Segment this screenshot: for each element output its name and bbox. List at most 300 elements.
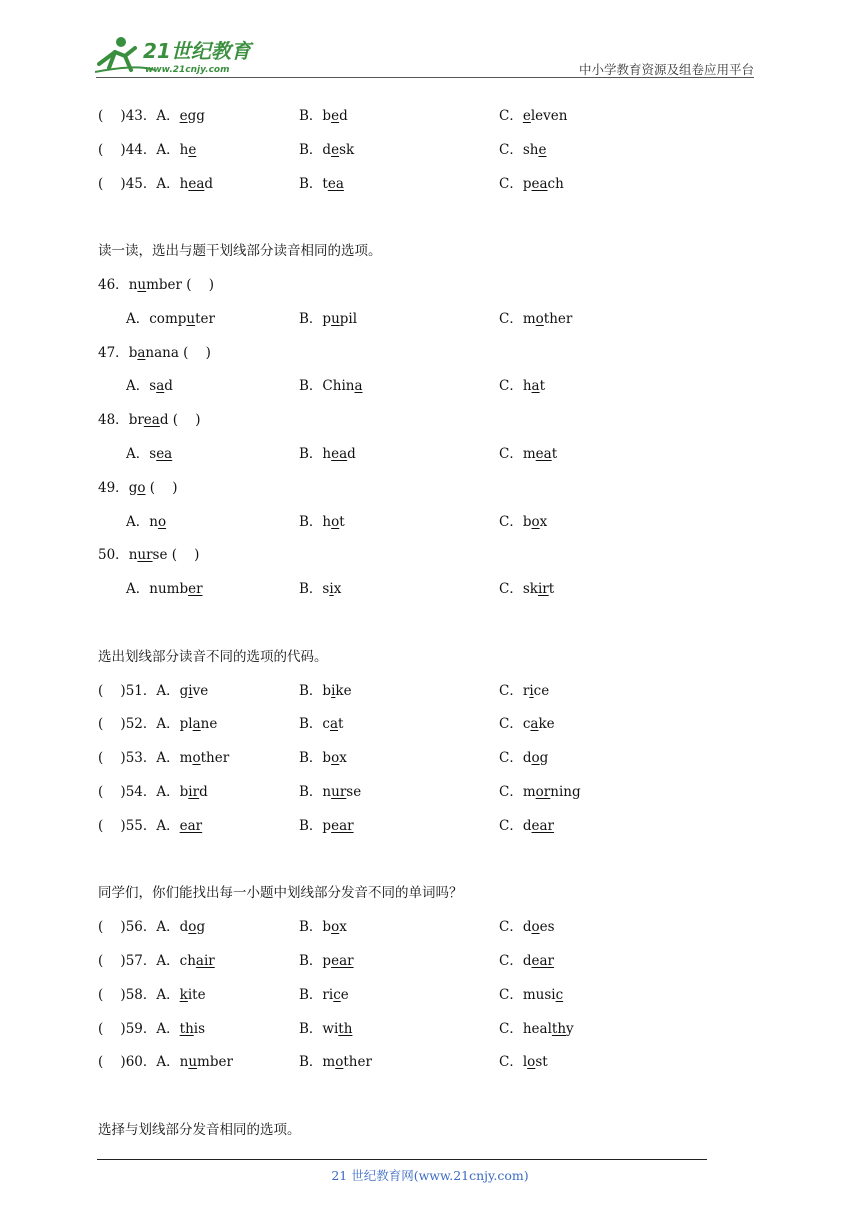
word-part: st	[535, 1054, 548, 1071]
question-row	[98, 100, 758, 134]
question-number: ( )59．A．	[98, 1020, 180, 1037]
option-a	[98, 100, 205, 134]
option-b	[299, 675, 352, 709]
word-part: b	[322, 108, 332, 124]
option-letter: C．	[499, 141, 523, 158]
underlined-part: a	[329, 716, 339, 733]
option-letter: C．	[499, 378, 523, 395]
word-part: n	[128, 547, 138, 564]
option-b	[299, 303, 357, 337]
word-part: ite	[187, 986, 206, 1003]
logo-text: 21世纪教育	[143, 39, 251, 63]
word-part: comp	[149, 310, 187, 327]
word-part: wi	[322, 1020, 339, 1037]
underlined-part: ir	[537, 581, 549, 598]
word-part: c	[522, 716, 531, 733]
option-letter: C．	[499, 716, 523, 733]
word-part: d	[204, 175, 214, 192]
section-instruction: 选择与划线部分发音相同的选项。	[98, 1121, 301, 1138]
underlined-part: o	[331, 919, 340, 936]
word-part: b	[322, 750, 332, 767]
option-a	[98, 1013, 205, 1047]
word-part: ke	[538, 716, 555, 733]
word-part: t	[539, 378, 546, 395]
option-letter: B．	[299, 682, 323, 699]
word-part: b	[522, 513, 532, 530]
option-letter: B．	[299, 986, 323, 1003]
question-row	[98, 979, 758, 1013]
question-row	[98, 168, 758, 202]
option-letter: A．	[126, 581, 150, 598]
word-part: h	[179, 141, 189, 158]
option-c	[499, 776, 581, 810]
word-part: m	[522, 783, 536, 800]
underlined-part: o	[331, 750, 340, 767]
underlined-part: a	[156, 378, 165, 395]
word-part: d	[199, 783, 208, 800]
option-a	[126, 303, 215, 337]
option-c	[499, 675, 549, 709]
question-stem	[98, 269, 758, 303]
option-letter: C．	[499, 1054, 523, 1071]
underlined-part: e	[331, 141, 340, 158]
word-part: gg	[187, 108, 205, 124]
word-part: b	[322, 919, 332, 936]
word-part: ter	[195, 310, 215, 327]
underlined-part: c	[333, 986, 341, 1003]
word-part: s	[322, 581, 330, 598]
underlined-part: e	[538, 141, 547, 158]
platform-name: 中小学教育资源及组卷应用平台	[578, 62, 754, 77]
underlined-part: ea	[535, 445, 552, 462]
underlined-part: u	[137, 276, 147, 293]
question-row	[98, 810, 758, 844]
option-a	[98, 1046, 233, 1080]
option-b	[299, 370, 363, 404]
word-part: sk	[522, 581, 538, 598]
option-letter: C．	[499, 817, 523, 834]
option-a	[126, 573, 203, 607]
option-b	[299, 168, 344, 202]
option-row	[98, 573, 758, 607]
word-part: d	[339, 108, 348, 124]
option-letter: B．	[299, 513, 323, 530]
spacer	[98, 1080, 758, 1114]
underlined-part: ir	[188, 783, 200, 800]
word-part: numb	[149, 581, 189, 598]
option-a	[98, 776, 208, 810]
underlined-part: ea	[156, 445, 173, 462]
underlined-part: ear	[531, 952, 554, 969]
underlined-part: o	[531, 750, 540, 767]
word-part: ther	[343, 1054, 372, 1071]
option-a	[98, 810, 202, 844]
underlined-part: o	[527, 1054, 536, 1071]
option-letter: C．	[499, 750, 523, 767]
question-row	[98, 708, 758, 742]
option-letter: B．	[299, 783, 323, 800]
option-a	[98, 911, 205, 945]
underlined-part: k	[179, 986, 188, 1003]
question-row	[98, 1046, 758, 1080]
option-letter: C．	[499, 1020, 523, 1037]
option-letter: B．	[299, 1020, 323, 1037]
option-a	[98, 168, 213, 202]
underlined-part: a	[354, 378, 363, 395]
option-b	[299, 134, 354, 168]
header-divider	[96, 77, 754, 78]
option-c	[499, 100, 567, 134]
word-part: se	[346, 783, 362, 800]
exercise-content	[98, 100, 758, 1148]
underlined-part: e	[179, 108, 188, 124]
word-part: d	[522, 952, 532, 969]
word-part: t	[551, 445, 558, 462]
word-part: m	[522, 310, 536, 327]
question-row	[98, 776, 758, 810]
question-stem	[98, 404, 758, 438]
word-part: g	[196, 919, 206, 936]
word-part: ce	[533, 682, 550, 699]
word-part: sk	[339, 141, 355, 158]
underlined-part: o	[157, 513, 167, 530]
word-part: ( )	[145, 479, 178, 496]
word-part: x	[539, 513, 548, 530]
option-letter: B．	[299, 310, 323, 327]
option-letter: B．	[299, 817, 323, 834]
option-c	[499, 810, 554, 844]
word-part: ri	[322, 986, 334, 1003]
word-part: n	[149, 513, 158, 530]
option-letter: C．	[499, 175, 523, 192]
option-c	[499, 168, 564, 202]
word-part: n	[128, 276, 138, 293]
underlined-part: e	[522, 108, 531, 124]
word-part: n	[322, 783, 332, 800]
question-number: ( )44．A．	[98, 141, 180, 158]
word-part: y	[566, 1020, 574, 1037]
word-part: g	[128, 479, 138, 496]
word-part: t	[548, 581, 555, 598]
underlined-part: th	[179, 1020, 194, 1037]
option-c	[499, 708, 555, 742]
section-instruction: 选出划线部分读音不同的选项的代码。	[98, 648, 328, 665]
word-part: es	[539, 919, 555, 936]
question-number: ( )53．A．	[98, 750, 180, 767]
question-number: ( )58．A．	[98, 986, 180, 1003]
word-part: x	[339, 750, 347, 767]
option-c	[499, 370, 545, 404]
question-number: ( )51．A．	[98, 682, 180, 699]
word-part: h	[522, 378, 532, 395]
word-part: Chin	[322, 378, 355, 395]
spacer	[98, 607, 758, 641]
word-part: t	[322, 175, 328, 192]
option-letter: C．	[499, 919, 523, 936]
option-c	[499, 1013, 574, 1047]
underlined-part: e	[188, 141, 197, 158]
option-a	[126, 370, 173, 404]
option-a	[98, 134, 196, 168]
question-number: ( )56．A．	[98, 919, 180, 936]
question-row	[98, 675, 758, 709]
underlined-part: o	[188, 919, 197, 936]
word-part: p	[322, 952, 332, 969]
underlined-part: u	[188, 1054, 198, 1071]
option-letter: B．	[299, 141, 323, 158]
question-stem	[98, 472, 758, 506]
question-row	[98, 742, 758, 776]
word-part: ke	[335, 682, 352, 699]
word-part: ne	[200, 716, 218, 733]
underlined-part: ur	[137, 547, 153, 564]
word-part: p	[522, 175, 532, 192]
question-number: ( )57．A．	[98, 952, 180, 969]
word-part: h	[322, 445, 332, 462]
word-part: heal	[522, 1020, 552, 1037]
option-b	[299, 506, 345, 540]
underlined-part: c	[555, 986, 564, 1003]
word-part: d ( )	[159, 412, 201, 429]
option-row	[98, 370, 758, 404]
option-row	[98, 303, 758, 337]
word-part: d	[522, 919, 532, 936]
option-letter: C．	[499, 513, 523, 530]
option-c	[499, 979, 563, 1013]
option-letter: B．	[299, 175, 323, 192]
underlined-part: ea	[188, 175, 205, 192]
word-part: m	[322, 1054, 336, 1071]
question-number: ( )54．A．	[98, 783, 180, 800]
underlined-part: ur	[331, 783, 347, 800]
option-a	[126, 438, 172, 472]
option-c	[499, 438, 557, 472]
option-letter: C．	[499, 682, 523, 699]
word-part: br	[128, 412, 144, 429]
underlined-part: o	[535, 310, 544, 327]
option-c	[499, 911, 555, 945]
word-part: g	[179, 682, 189, 699]
word-part: p	[322, 817, 332, 834]
underlined-part: a	[137, 344, 146, 361]
section-instruction: 同学们，你们能找出每一小题中划线部分发音不同的单词吗？	[98, 885, 463, 902]
underlined-part: i	[329, 581, 334, 598]
question-number: 46．	[98, 276, 129, 293]
option-letter: B．	[299, 1054, 323, 1071]
question-row	[98, 911, 758, 945]
option-a	[98, 708, 217, 742]
option-b	[299, 810, 354, 844]
word-part: mber	[197, 1054, 233, 1071]
option-a	[98, 742, 229, 776]
option-c	[499, 1046, 548, 1080]
section-instruction: 读一读，选出与题干划线部分读音相同的选项。	[98, 243, 382, 260]
question-number: ( )52．A．	[98, 716, 180, 733]
logo-url: www.21cnjy.com	[145, 65, 230, 75]
option-row	[98, 506, 758, 540]
underlined-part: th	[551, 1020, 567, 1037]
option-letter: C．	[499, 783, 523, 800]
option-b	[299, 708, 343, 742]
underlined-part: o	[137, 479, 146, 496]
word-part: p	[322, 310, 332, 327]
question-number: 50．	[98, 547, 129, 564]
word-part: ther	[543, 310, 573, 327]
word-part: b	[322, 682, 332, 699]
option-letter: C．	[499, 108, 523, 124]
underlined-part: e	[331, 108, 340, 124]
word-part: nana ( )	[145, 344, 211, 361]
option-letter: B．	[299, 378, 323, 395]
option-letter: B．	[299, 952, 323, 969]
underlined-part: ear	[179, 817, 203, 834]
word-part: h	[322, 513, 332, 530]
option-c	[499, 573, 554, 607]
option-b	[299, 945, 354, 979]
underlined-part: ear	[331, 817, 354, 834]
word-part: m	[522, 445, 536, 462]
underlined-part: a	[530, 716, 539, 733]
word-part: musi	[522, 986, 556, 1003]
underlined-part: u	[331, 310, 340, 327]
question-stem	[98, 337, 758, 371]
word-part: d	[522, 817, 532, 834]
question-row	[98, 945, 758, 979]
word-part: pl	[179, 716, 193, 733]
word-part: x	[339, 919, 347, 936]
option-letter: C．	[499, 445, 523, 462]
spacer	[98, 201, 758, 235]
option-a	[98, 979, 206, 1013]
word-part: n	[179, 1054, 189, 1071]
option-letter: B．	[299, 716, 323, 733]
option-letter: A．	[126, 445, 150, 462]
option-b	[299, 573, 341, 607]
spacer	[98, 844, 758, 878]
word-part: se ( )	[152, 547, 200, 564]
question-number: ( )43．A．	[98, 108, 180, 124]
word-part: pil	[339, 310, 358, 327]
option-letter: C．	[499, 986, 523, 1003]
word-part: t	[338, 716, 344, 733]
option-row	[98, 438, 758, 472]
word-part: t	[339, 513, 345, 530]
word-part: l	[522, 1054, 528, 1071]
word-part: ther	[200, 750, 230, 767]
word-part: c	[322, 716, 330, 733]
site-logo	[95, 34, 260, 78]
word-part: ch	[547, 175, 564, 192]
underlined-part: o	[531, 919, 540, 936]
word-part: r	[522, 682, 530, 699]
underlined-part: a	[192, 716, 201, 733]
word-part: sh	[522, 141, 539, 158]
question-number: ( )60．A．	[98, 1054, 180, 1071]
option-letter: C．	[499, 310, 523, 327]
option-letter: B．	[299, 919, 323, 936]
underlined-part: ear	[531, 817, 554, 834]
option-b	[299, 979, 349, 1013]
option-a	[98, 675, 208, 709]
option-letter: B．	[299, 445, 323, 462]
word-part: e	[340, 986, 349, 1003]
option-c	[499, 742, 548, 776]
underlined-part: ea	[143, 412, 160, 429]
word-part: ning	[550, 783, 581, 800]
word-part: mber ( )	[146, 276, 214, 293]
word-part: leven	[530, 108, 568, 124]
option-letter: C．	[499, 952, 523, 969]
option-letter: C．	[499, 581, 523, 598]
option-b	[299, 1046, 372, 1080]
underlined-part: th	[338, 1020, 353, 1037]
option-b	[299, 1013, 352, 1047]
option-letter: B．	[299, 750, 323, 767]
option-letter: B．	[299, 108, 323, 124]
word-part: g	[539, 750, 549, 767]
question-number: 47．	[98, 344, 129, 361]
question-number: ( )45．A．	[98, 175, 180, 192]
word-part: ch	[179, 952, 196, 969]
word-part: s	[149, 378, 157, 395]
word-part: x	[333, 581, 342, 598]
question-row	[98, 134, 758, 168]
underlined-part: ea	[327, 175, 344, 192]
word-part: d	[347, 445, 356, 462]
word-part: ve	[192, 682, 209, 699]
option-b	[299, 742, 347, 776]
option-letter: A．	[126, 310, 150, 327]
underlined-part: ear	[331, 952, 354, 969]
footer-link[interactable]: 21 世纪教育网(www.21cnjy.com)	[331, 1168, 529, 1183]
question-row	[98, 1013, 758, 1047]
word-part: b	[179, 783, 189, 800]
word-part: d	[179, 919, 189, 936]
option-b	[299, 911, 347, 945]
underlined-part: o	[531, 513, 540, 530]
word-part: m	[179, 750, 193, 767]
word-part: is	[193, 1020, 206, 1037]
question-number: 49．	[98, 479, 129, 496]
option-letter: A．	[126, 378, 150, 395]
word-part: d	[322, 141, 332, 158]
option-letter: B．	[299, 581, 323, 598]
word-part: d	[522, 750, 532, 767]
word-part: d	[164, 378, 173, 395]
underlined-part: i	[188, 682, 193, 699]
underlined-part: ea	[331, 445, 348, 462]
underlined-part: o	[335, 1054, 344, 1071]
option-a	[126, 506, 166, 540]
underlined-part: i	[529, 682, 534, 699]
underlined-part: o	[192, 750, 201, 767]
footer-divider	[97, 1159, 707, 1160]
underlined-part: or	[535, 783, 551, 800]
option-c	[499, 945, 554, 979]
option-b	[299, 776, 361, 810]
underlined-part: i	[331, 682, 336, 699]
word-part: h	[179, 175, 189, 192]
option-b	[299, 438, 356, 472]
word-part: b	[128, 344, 138, 361]
underlined-part: a	[531, 378, 540, 395]
question-number: ( )55．A．	[98, 817, 180, 834]
option-c	[499, 303, 572, 337]
underlined-part: u	[186, 310, 196, 327]
option-c	[499, 506, 547, 540]
option-letter: A．	[126, 513, 150, 530]
option-a	[98, 945, 215, 979]
